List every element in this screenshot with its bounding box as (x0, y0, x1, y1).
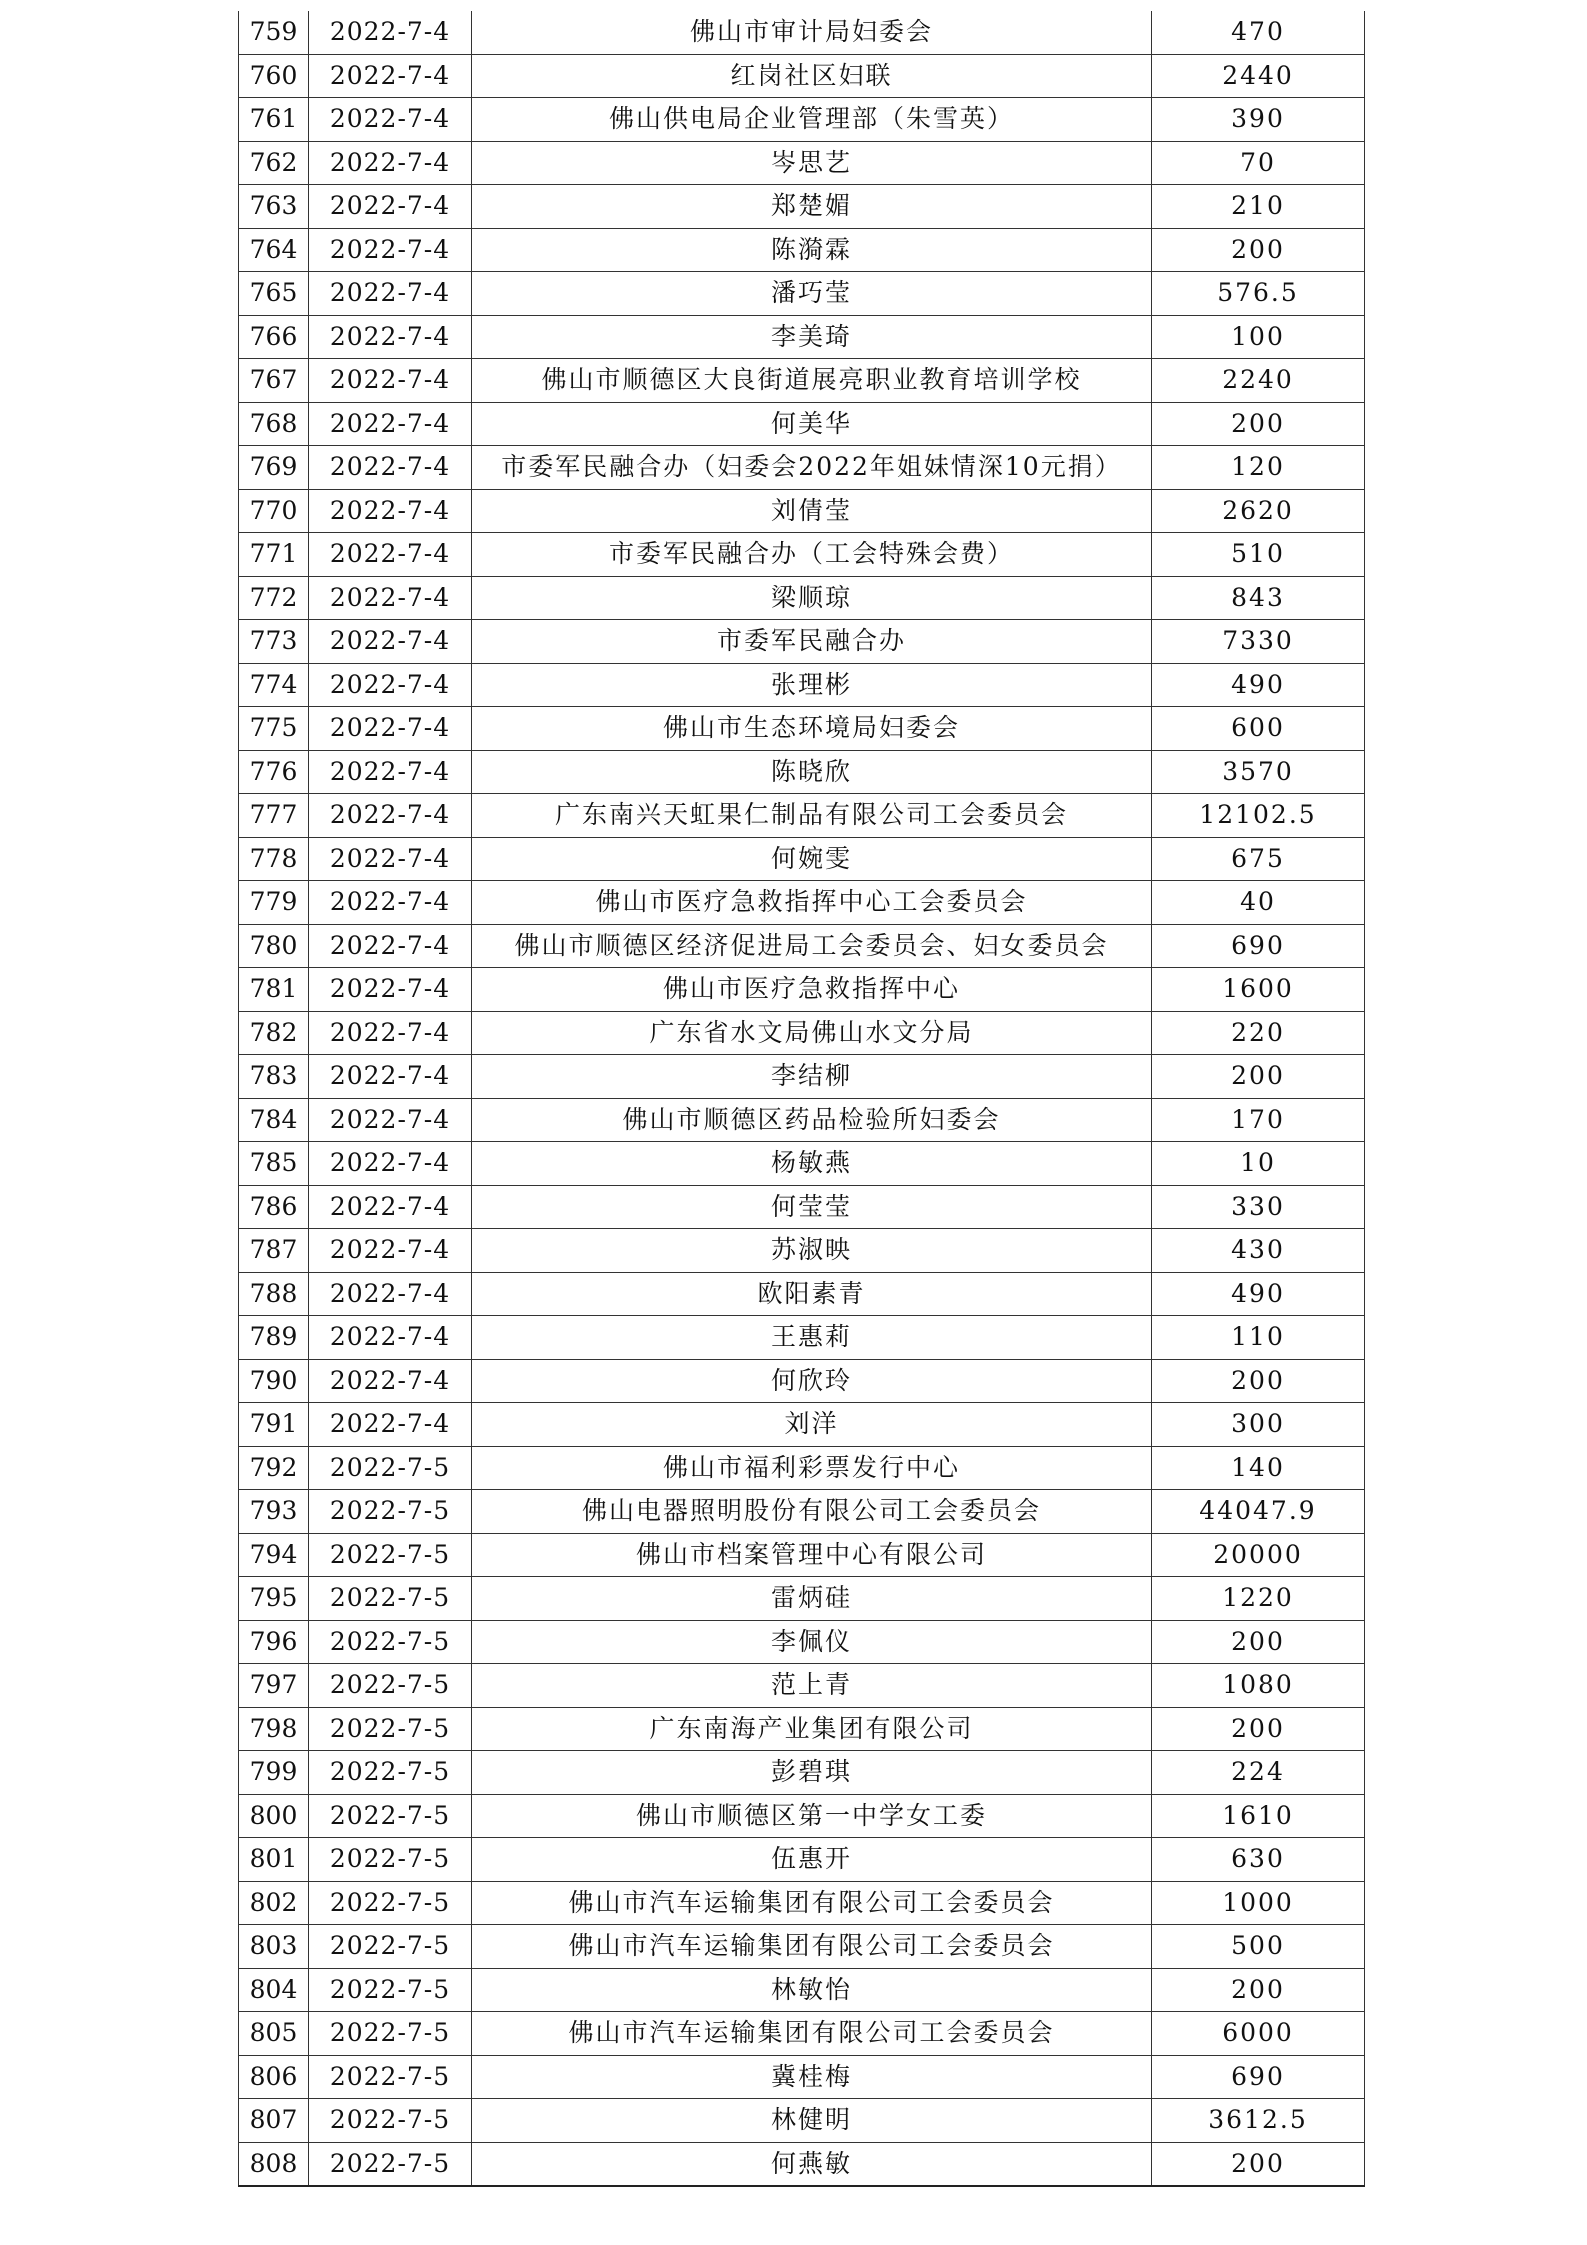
donation-date: 2022-7-4 (309, 402, 472, 446)
donation-date: 2022-7-4 (309, 794, 472, 838)
donation-date: 2022-7-4 (309, 924, 472, 968)
donation-amount: 690 (1152, 2055, 1365, 2099)
donation-amount: 200 (1152, 1968, 1365, 2012)
donation-amount: 200 (1152, 1620, 1365, 1664)
row-number: 776 (239, 750, 309, 794)
table-row (239, 1751, 1365, 1795)
row-number: 759 (239, 11, 309, 54)
donation-date: 2022-7-4 (309, 228, 472, 272)
table-row (239, 1707, 1365, 1751)
row-number: 786 (239, 1185, 309, 1229)
donation-amount: 70 (1152, 141, 1365, 185)
donor-name: 佛山供电局企业管理部（朱雪英） (472, 98, 1152, 142)
row-number: 760 (239, 54, 309, 98)
table-row (239, 141, 1365, 185)
donation-amount: 430 (1152, 1229, 1365, 1273)
row-number: 787 (239, 1229, 309, 1273)
donation-date: 2022-7-4 (309, 1011, 472, 1055)
donation-date: 2022-7-4 (309, 1055, 472, 1099)
donation-date: 2022-7-5 (309, 1881, 472, 1925)
donor-name: 市委军民融合办（妇委会2022年姐妹情深10元捐） (472, 446, 1152, 490)
donation-amount: 3612.5 (1152, 2099, 1365, 2143)
table-row (239, 1359, 1365, 1403)
donation-date: 2022-7-4 (309, 141, 472, 185)
donation-date: 2022-7-4 (309, 707, 472, 751)
donation-date: 2022-7-5 (309, 1533, 472, 1577)
row-number: 775 (239, 707, 309, 751)
donor-name: 冀桂梅 (472, 2055, 1152, 2099)
row-number: 804 (239, 1968, 309, 2012)
donor-name: 佛山市顺德区第一中学女工委 (472, 1794, 1152, 1838)
donor-name: 广东南兴天虹果仁制品有限公司工会委员会 (472, 794, 1152, 838)
donation-date: 2022-7-4 (309, 663, 472, 707)
row-number: 770 (239, 489, 309, 533)
donation-table (238, 11, 1365, 2187)
table-row (239, 1142, 1365, 1186)
donation-amount: 220 (1152, 1011, 1365, 1055)
row-number: 763 (239, 185, 309, 229)
row-number: 779 (239, 881, 309, 925)
table-row (239, 98, 1365, 142)
donation-amount: 510 (1152, 533, 1365, 577)
donor-name: 何燕敏 (472, 2142, 1152, 2186)
table-row (239, 54, 1365, 98)
table-row (239, 1272, 1365, 1316)
donation-amount: 3570 (1152, 750, 1365, 794)
table-row (239, 1968, 1365, 2012)
row-number: 766 (239, 315, 309, 359)
row-number: 789 (239, 1316, 309, 1360)
donor-name: 潘巧莹 (472, 272, 1152, 316)
donation-amount: 140 (1152, 1446, 1365, 1490)
row-number: 784 (239, 1098, 309, 1142)
table-row (239, 2012, 1365, 2056)
row-number: 767 (239, 359, 309, 403)
row-number: 800 (239, 1794, 309, 1838)
row-number: 772 (239, 576, 309, 620)
row-number: 793 (239, 1490, 309, 1534)
donation-date: 2022-7-4 (309, 446, 472, 490)
donor-name: 市委军民融合办 (472, 620, 1152, 664)
donation-amount: 2240 (1152, 359, 1365, 403)
donation-date: 2022-7-4 (309, 1359, 472, 1403)
donor-name: 杨敏燕 (472, 1142, 1152, 1186)
table-row (239, 1838, 1365, 1882)
donation-date: 2022-7-5 (309, 1838, 472, 1882)
donation-date: 2022-7-4 (309, 11, 472, 54)
table-row (239, 794, 1365, 838)
table-row (239, 446, 1365, 490)
donation-amount: 200 (1152, 2142, 1365, 2186)
donation-amount: 675 (1152, 837, 1365, 881)
donation-date: 2022-7-5 (309, 1707, 472, 1751)
donation-date: 2022-7-5 (309, 1446, 472, 1490)
donation-date: 2022-7-5 (309, 2099, 472, 2143)
row-number: 788 (239, 1272, 309, 1316)
donation-date: 2022-7-5 (309, 2012, 472, 2056)
donation-amount: 200 (1152, 1055, 1365, 1099)
donation-date: 2022-7-4 (309, 837, 472, 881)
donation-date: 2022-7-4 (309, 620, 472, 664)
donor-name: 李佩仪 (472, 1620, 1152, 1664)
donor-name: 何美华 (472, 402, 1152, 446)
row-number: 802 (239, 1881, 309, 1925)
donation-amount: 210 (1152, 185, 1365, 229)
donation-date: 2022-7-4 (309, 1229, 472, 1273)
donation-amount: 2440 (1152, 54, 1365, 98)
donation-amount: 20000 (1152, 1533, 1365, 1577)
donor-name: 佛山市审计局妇委会 (472, 11, 1152, 54)
donation-amount: 630 (1152, 1838, 1365, 1882)
table-row (239, 1446, 1365, 1490)
donation-date: 2022-7-4 (309, 881, 472, 925)
row-number: 790 (239, 1359, 309, 1403)
donation-amount: 200 (1152, 402, 1365, 446)
row-number: 798 (239, 1707, 309, 1751)
table-row (239, 1664, 1365, 1708)
row-number: 783 (239, 1055, 309, 1099)
row-number: 795 (239, 1577, 309, 1621)
donation-date: 2022-7-5 (309, 1751, 472, 1795)
donor-name: 张理彬 (472, 663, 1152, 707)
donation-amount: 1610 (1152, 1794, 1365, 1838)
row-number: 774 (239, 663, 309, 707)
row-number: 777 (239, 794, 309, 838)
donor-name: 佛山电器照明股份有限公司工会委员会 (472, 1490, 1152, 1534)
table-row (239, 663, 1365, 707)
table-row (239, 359, 1365, 403)
donation-date: 2022-7-4 (309, 272, 472, 316)
donation-date: 2022-7-4 (309, 750, 472, 794)
donation-amount: 1220 (1152, 1577, 1365, 1621)
table-row (239, 533, 1365, 577)
donation-date: 2022-7-4 (309, 1403, 472, 1447)
donation-date: 2022-7-5 (309, 1577, 472, 1621)
table-row (239, 1403, 1365, 1447)
donation-amount: 100 (1152, 315, 1365, 359)
table-row (239, 1620, 1365, 1664)
donor-name: 王惠莉 (472, 1316, 1152, 1360)
row-number: 778 (239, 837, 309, 881)
table-row (239, 11, 1365, 54)
table-row (239, 620, 1365, 664)
table-row (239, 315, 1365, 359)
donor-name: 梁顺琼 (472, 576, 1152, 620)
donation-date: 2022-7-4 (309, 54, 472, 98)
table-row (239, 1881, 1365, 1925)
donor-name: 苏淑映 (472, 1229, 1152, 1273)
donor-name: 广东南海产业集团有限公司 (472, 1707, 1152, 1751)
row-number: 773 (239, 620, 309, 664)
donation-date: 2022-7-4 (309, 1272, 472, 1316)
donation-date: 2022-7-4 (309, 576, 472, 620)
table-row (239, 185, 1365, 229)
donor-name: 广东省水文局佛山水文分局 (472, 1011, 1152, 1055)
donation-date: 2022-7-5 (309, 1794, 472, 1838)
donation-amount: 500 (1152, 1925, 1365, 1969)
donor-name: 刘倩莹 (472, 489, 1152, 533)
donation-date: 2022-7-4 (309, 1316, 472, 1360)
donation-amount: 40 (1152, 881, 1365, 925)
donation-amount: 1080 (1152, 1664, 1365, 1708)
table-row (239, 1577, 1365, 1621)
row-number: 769 (239, 446, 309, 490)
donation-date: 2022-7-4 (309, 185, 472, 229)
donor-name: 伍惠开 (472, 1838, 1152, 1882)
donation-date: 2022-7-5 (309, 2142, 472, 2186)
donation-amount: 330 (1152, 1185, 1365, 1229)
table-row (239, 2142, 1365, 2186)
donation-date: 2022-7-5 (309, 1490, 472, 1534)
row-number: 797 (239, 1664, 309, 1708)
donation-amount: 690 (1152, 924, 1365, 968)
donation-amount: 44047.9 (1152, 1490, 1365, 1534)
donor-name: 佛山市医疗急救指挥中心 (472, 968, 1152, 1012)
row-number: 780 (239, 924, 309, 968)
row-number: 799 (239, 1751, 309, 1795)
donor-name: 欧阳素青 (472, 1272, 1152, 1316)
donor-name: 陈晓欣 (472, 750, 1152, 794)
donation-date: 2022-7-5 (309, 1925, 472, 1969)
table-row (239, 489, 1365, 533)
table-row (239, 707, 1365, 751)
donor-name: 李美琦 (472, 315, 1152, 359)
donation-amount: 490 (1152, 1272, 1365, 1316)
donation-date: 2022-7-5 (309, 1620, 472, 1664)
donation-date: 2022-7-5 (309, 1968, 472, 2012)
donation-amount: 2620 (1152, 489, 1365, 533)
donor-name: 佛山市汽车运输集团有限公司工会委员会 (472, 2012, 1152, 2056)
row-number: 808 (239, 2142, 309, 2186)
row-number: 782 (239, 1011, 309, 1055)
donation-amount: 300 (1152, 1403, 1365, 1447)
donation-date: 2022-7-4 (309, 1142, 472, 1186)
donor-name: 佛山市汽车运输集团有限公司工会委员会 (472, 1881, 1152, 1925)
donor-name: 何婉雯 (472, 837, 1152, 881)
donation-amount: 1000 (1152, 1881, 1365, 1925)
row-number: 801 (239, 1838, 309, 1882)
row-number: 771 (239, 533, 309, 577)
row-number: 807 (239, 2099, 309, 2143)
donor-name: 佛山市福利彩票发行中心 (472, 1446, 1152, 1490)
table-row (239, 924, 1365, 968)
table-row (239, 402, 1365, 446)
donation-date: 2022-7-4 (309, 1098, 472, 1142)
table-row (239, 1055, 1365, 1099)
donation-amount: 600 (1152, 707, 1365, 751)
row-number: 791 (239, 1403, 309, 1447)
donor-name: 彭碧琪 (472, 1751, 1152, 1795)
row-number: 761 (239, 98, 309, 142)
donation-amount: 110 (1152, 1316, 1365, 1360)
donor-name: 刘洋 (472, 1403, 1152, 1447)
table-row (239, 2055, 1365, 2099)
donation-amount: 224 (1152, 1751, 1365, 1795)
donation-date: 2022-7-4 (309, 1185, 472, 1229)
table-row (239, 1533, 1365, 1577)
donation-amount: 390 (1152, 98, 1365, 142)
table-row (239, 1794, 1365, 1838)
donor-name: 市委军民融合办（工会特殊会费） (472, 533, 1152, 577)
donation-amount: 576.5 (1152, 272, 1365, 316)
donor-name: 林敏怡 (472, 1968, 1152, 2012)
donor-name: 陈漪霖 (472, 228, 1152, 272)
donation-amount: 490 (1152, 663, 1365, 707)
row-number: 781 (239, 968, 309, 1012)
table-row (239, 1925, 1365, 1969)
donor-name: 红岗社区妇联 (472, 54, 1152, 98)
row-number: 796 (239, 1620, 309, 1664)
row-number: 764 (239, 228, 309, 272)
donation-amount: 200 (1152, 1707, 1365, 1751)
row-number: 794 (239, 1533, 309, 1577)
table-row (239, 576, 1365, 620)
donor-name: 何莹莹 (472, 1185, 1152, 1229)
table-row (239, 881, 1365, 925)
donation-amount: 120 (1152, 446, 1365, 490)
row-number: 785 (239, 1142, 309, 1186)
table-row (239, 1316, 1365, 1360)
donor-name: 雷炳硅 (472, 1577, 1152, 1621)
donor-name: 佛山市医疗急救指挥中心工会委员会 (472, 881, 1152, 925)
donation-amount: 200 (1152, 228, 1365, 272)
donation-table-body (239, 11, 1365, 2186)
donor-name: 佛山市顺德区药品检验所妇委会 (472, 1098, 1152, 1142)
donation-amount: 170 (1152, 1098, 1365, 1142)
donation-date: 2022-7-4 (309, 98, 472, 142)
donor-name: 佛山市汽车运输集团有限公司工会委员会 (472, 1925, 1152, 1969)
row-number: 792 (239, 1446, 309, 1490)
donor-name: 范上青 (472, 1664, 1152, 1708)
donor-name: 郑楚媚 (472, 185, 1152, 229)
donation-amount: 843 (1152, 576, 1365, 620)
row-number: 805 (239, 2012, 309, 2056)
table-row (239, 750, 1365, 794)
donation-date: 2022-7-4 (309, 489, 472, 533)
donation-date: 2022-7-4 (309, 533, 472, 577)
donation-date: 2022-7-5 (309, 1664, 472, 1708)
donation-date: 2022-7-4 (309, 359, 472, 403)
table-row (239, 837, 1365, 881)
row-number: 765 (239, 272, 309, 316)
row-number: 806 (239, 2055, 309, 2099)
donation-amount: 7330 (1152, 620, 1365, 664)
donation-date: 2022-7-5 (309, 2055, 472, 2099)
donor-name: 李结柳 (472, 1055, 1152, 1099)
table-row (239, 1011, 1365, 1055)
donation-amount: 6000 (1152, 2012, 1365, 2056)
row-number: 768 (239, 402, 309, 446)
donor-name: 何欣玲 (472, 1359, 1152, 1403)
table-row (239, 1229, 1365, 1273)
donation-date: 2022-7-4 (309, 968, 472, 1012)
table-row (239, 1490, 1365, 1534)
donor-name: 佛山市档案管理中心有限公司 (472, 1533, 1152, 1577)
donor-name: 岑思艺 (472, 141, 1152, 185)
row-number: 762 (239, 141, 309, 185)
donation-amount: 10 (1152, 1142, 1365, 1186)
table-row (239, 272, 1365, 316)
donation-date: 2022-7-4 (309, 315, 472, 359)
donation-amount: 470 (1152, 11, 1365, 54)
donor-name: 林健明 (472, 2099, 1152, 2143)
table-row (239, 2099, 1365, 2143)
row-number: 803 (239, 1925, 309, 1969)
donor-name: 佛山市顺德区经济促进局工会委员会、妇女委员会 (472, 924, 1152, 968)
table-row (239, 1098, 1365, 1142)
table-row (239, 968, 1365, 1012)
donation-amount: 1600 (1152, 968, 1365, 1012)
donation-amount: 12102.5 (1152, 794, 1365, 838)
donor-name: 佛山市生态环境局妇委会 (472, 707, 1152, 751)
donor-name: 佛山市顺德区大良街道展亮职业教育培训学校 (472, 359, 1152, 403)
table-row (239, 1185, 1365, 1229)
donation-amount: 200 (1152, 1359, 1365, 1403)
table-row (239, 228, 1365, 272)
